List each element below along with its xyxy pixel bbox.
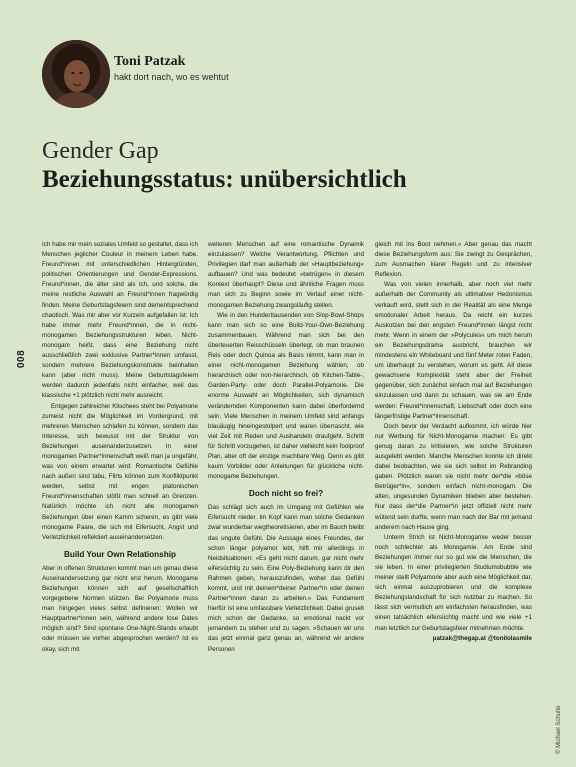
- body-paragraph: weiteren Menschen auf eine romantische Dynamik einzulassen? Welche Verantwortung, Pflichten und Privilegien darf man außerhalb der »Hauptbeziehung« aufbauen? Und was bedeutet »betrügen« in diesem Kontext überhaupt? Diese und ähnliche Fragen muss man sich zu Beginn sowie im Verlauf einer nicht-monogamen Beziehung zwangsläufig stellen.: [208, 241, 364, 309]
- subheading: Doch nicht so frei?: [248, 489, 324, 499]
- photo-credit: © Michael Schulte: [556, 705, 562, 754]
- author-tagline: hakt dort nach, wo es wehtut: [114, 72, 229, 82]
- article-column-3: [375, 240, 532, 644]
- body-paragraph: Das schlägt sich auch im Umgang mit Gefühlen wie Eifersucht nieder. Im Kopf kann man solche Gedanken zwar wunderbar wegtheoretisieren, aber im Bauch bleibt das ungute Gefühl. Die Aussage eines Freundes, der schon länger polyamor lebt, hilft mir allerdings in Neidsituationen: »Es geht nicht darum, gar nicht mehr eifersüchtig zu sein. Eine Poly-Beziehung kann dir den Rahmen geben, herauszufinden, woher das Gefühl kommt, und mit deinem*deiner Partner*in oder deinen Partner*innen daran zu arbeiten.« Das Fundament hierfür ist eine umfassbare Verletzlichkeit. Dabei gruselt mich schon der Gedanke, so emotional nackt vor jemandem zu stehen und zu sagen: »Schauen wir uns das jetzt einmal ganz genau an, während wir andere Personen: [208, 504, 364, 653]
- article-headline: Beziehungsstatus: unübersichtlich: [42, 166, 407, 193]
- author-signature: patzak@thegap.at @tonilolasmile: [432, 634, 532, 642]
- body-paragraph: Unterm Strich ist Nicht-Monogamie weder besser noch schlechter als Monogamie. Am Ende sind Beziehungen immer nur so gut wie die Menschen, die sie leben. In einer privilegierten Studiumsbubble wie meiner stellt Polyamorie aber auch eine Möglichkeit dar, sich einmal auszuprobieren und die komplexe Beziehungslandschaft für sich nutzbar zu machen. So lässt sich vermutlich am einfachsten herausfinden, was einen tatsächlich eifersüchtig macht und wie viele +1 man letztlich zur Geburtstagsfeier mitnehmen möchte.: [375, 533, 532, 632]
- author-photo: [42, 40, 110, 108]
- article-column-2: [208, 240, 364, 655]
- author-name: Toni Patzak: [114, 54, 186, 69]
- body-paragraph: Entgegen zahlreicher Klischees steht bei Polyamorie zumeist nicht die Möglichkeit im Vordergrund, mit mehreren Menschen schlafen zu können, sondern das Interesse, sich bewusst mit der Struktur von Beziehungen auseinanderzusetzen. In einer monogamen Partner*innenschaft weiß man ja ungefähr, was von einem erwartet wird: Romantische Gefühle nach außen sind tabu, Flirts können zum Konfliktpunkt werden, selbst mit engen platonischen Freund*innenschaften stößt man schnell an Grenzen. Natürlich möchte ich nicht alle monogamen Beziehungen über einen Kamm scheren, es gibt viele monogame Paare, die sich mit Eifersucht, Angst und Verletzlichkeit reflektiert auseinandersetzen.: [42, 402, 198, 541]
- body-paragraph: gleich mit ins Boot nehmen.« Aber genau das macht diese Beziehungsform aus: Sie zwingt zu Gesprächen, zum Ausmachen klarer Regeln und zu intensiver Reflexion.: [375, 241, 532, 279]
- subheading: Build Your Own Relationship: [63, 549, 177, 559]
- body-paragraph: Was von vielen innerhalb, aber noch viel mehr außerhalb der Community als ultimativer Hedonismus verkauft wird, stellt sich in der Realität als eine Menge emotionaler Arbeit heraus. Da reicht ein kurzes Auskotzen bei den engsten Freund*innen längst nicht mehr. Wenn in einem der »Polycules« um mich herum ein Beziehungsdrama ausbricht, brauchen wir mindestens ein Whiteboard und fünf Meter roten Faden, um überhaupt zu verstehen, worum es geht. All diese gewachsene Komplexität steht aber der Freiheit gegenüber, sich zunächst einfach mal auf Beziehungen einzulassen und dann zu schauen, was sie am Ende werden: Freund*innenschaft, Liebschaft oder doch eine längerfristige Partner*innenschaft.: [375, 281, 532, 420]
- body-paragraph: Ich habe mir mein soziales Umfeld so gestaltet, dass ich Menschen jeglicher Couleur in meinem Leben habe. Freund*innen mit unterschiedlichen Hintergründen, politischen Orientierungen und Gender-Expressions. Freund*innen, die älter sind als ich, und solche, die meine restliche Auswahl an Freund*innen fragwürdig finden. Meine Geburtstagsfeiern sind dementsprechend chaotisch. Was mir aber vor Kurzem aufgefallen ist: Ich habe immer mehr Freund*innen, die in nicht-monogamen Beziehungsstrukturen leben. Nicht-monogam heißt, dass eine Beziehung nicht ausschließlich zwei exklusive Partner*innen umfasst, sondern mehrere Beziehungskonstrukte beinhalten kann (aber nicht muss). Meine Geburtstagsfeiern werden dadurch jedenfalls nicht einfacher, weil das klassische +1 plötzlich nicht mehr ausreicht.: [42, 241, 198, 400]
- author-photo-image: [42, 40, 110, 108]
- article-column-1: [42, 240, 198, 655]
- body-paragraph: Doch bevor der Verdacht aufkommt, ich würde hier nur Werbung für Nicht-Monogamie machen: Es gibt genug daran zu kritisieren, wie solche Strukturen ausgelebt werden. Manche Menschen konnte ich direkt dabei beobachten, wie sie sich selbst im Rebranding gaben. Plötzlich waren sie nicht mehr der*die »böse Betrüger*in«, sondern einfach nicht-monogam. Die alten, ungesunden Dynamiken blieben aber bestehen. Nur dass der*die Partner*in jetzt offiziell nicht mehr wütend sein durfte, wenn man nach der Bar mit jemand anderem nach Hause ging.: [375, 422, 532, 531]
- article-kicker: Gender Gap: [42, 138, 159, 164]
- body-paragraph: Aber in offenen Strukturen kommt man um genau diese Auseinandersetzung gar nicht erst herum. Monogame Beziehungen können sich auf gesellschaftlich vorgegebene Normen stützen. Bei Polyamorie muss man hingegen vieles selbst definieren: Wollen wir Hauptpartner*innen sein, während andere lose Dates möglich sind? Sind spontane One-Night-Stands erlaubt oder müssen sie vorher abgesprochen werden? Ist es okay, sich mit: [42, 564, 198, 653]
- page-number: 008: [16, 349, 27, 368]
- body-paragraph: Wie in den Hunderttausenden von Slop-Bowl-Shops kann man sich so eine Build-Your-Own-Beziehung zusammenbauen. Während man sich bei den überteuerten Reisschüsseln überlegt, ob man braunen Reis oder doch Quinoa als Basis nimmt, kann man in einer nicht-monogamen Beziehung wählen, ob hierarchisch oder non-hierarchisch, ob Kitchen-Table-, Garden-Party- oder doch Parallel-Polyamorie. Die enorme Auswahl an Möglichkeiten, sich dynamisch verändernden Komponenten kann dabei überfordernd sein. Viele Menschen in meinem Umfeld sind anfangs blauäugig hineingestolpert und waren überrascht, wie viel Zeit mit Reden und Aushandeln draufgeht. Schritt für Schritt vorzugehen, ist daher vielleicht kein foolproof Plan, aber oft der einzige machbare Weg. Denn es gibt kaum Vorbilder oder Anleitungen für glückliche nicht-monogame Beziehungen.: [208, 311, 364, 481]
